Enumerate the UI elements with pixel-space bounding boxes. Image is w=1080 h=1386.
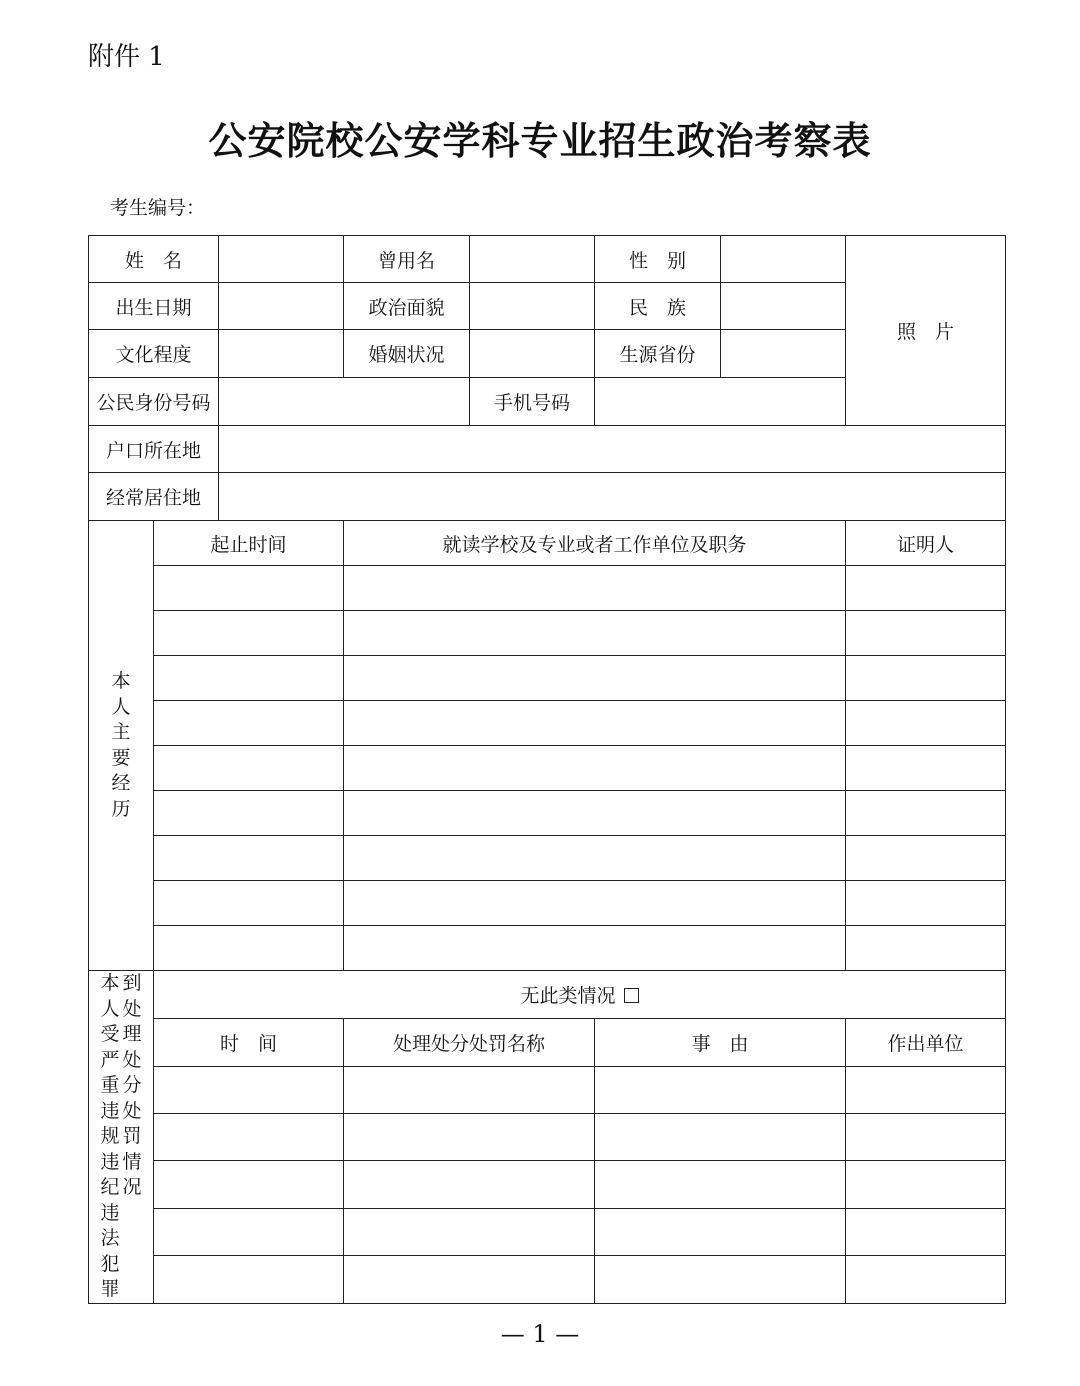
page-number: — 1 — — [500, 1320, 580, 1348]
no-such-case-row — [154, 971, 1006, 1019]
source-province-label: 生源省份 — [595, 330, 721, 378]
experience-witness-cell[interactable] — [846, 611, 1006, 656]
experience-side-label: 本人主要经历 — [89, 521, 154, 971]
experience-row — [89, 746, 1006, 791]
experience-row — [89, 836, 1006, 881]
discipline-time-cell[interactable] — [154, 1208, 344, 1255]
discipline-row — [89, 1256, 1006, 1303]
candidate-number-label: 考生编号： — [110, 197, 206, 219]
experience-period-cell[interactable] — [154, 836, 344, 881]
id-number-field[interactable] — [219, 378, 470, 426]
experience-school-cell[interactable] — [344, 656, 846, 701]
phone-label: 手机号码 — [470, 378, 595, 426]
experience-row — [89, 926, 1006, 971]
experience-school-cell[interactable] — [344, 836, 846, 881]
gender-field[interactable] — [721, 236, 846, 283]
name-field[interactable] — [219, 236, 344, 283]
source-province-field[interactable] — [721, 330, 846, 378]
experience-period-cell[interactable] — [154, 881, 344, 926]
experience-witness-cell[interactable] — [846, 881, 1006, 926]
experience-school-cell[interactable] — [344, 746, 846, 791]
birth-date-field[interactable] — [219, 283, 344, 330]
discipline-col-name: 处理处分处罚名称 — [344, 1019, 595, 1066]
political-review-form — [88, 235, 1006, 1304]
education-field[interactable] — [219, 330, 344, 378]
experience-row — [89, 881, 1006, 926]
discipline-reason-cell[interactable] — [595, 1208, 846, 1255]
photo-label: 照 片 — [897, 321, 955, 343]
gender-label: 性 别 — [595, 236, 721, 283]
political-status-label: 政治面貌 — [344, 283, 470, 330]
hukou-label: 户口所在地 — [89, 426, 219, 473]
discipline-col-reason: 事 由 — [595, 1019, 846, 1066]
experience-col-witness: 证明人 — [846, 521, 1006, 566]
discipline-reason-cell[interactable] — [595, 1066, 846, 1113]
experience-row — [89, 701, 1006, 746]
education-label: 文化程度 — [89, 330, 219, 378]
discipline-row — [89, 1208, 1006, 1255]
marital-status-field[interactable] — [470, 330, 595, 378]
experience-witness-cell[interactable] — [846, 701, 1006, 746]
form-title: 公安院校公安学科专业招生政治考察表 — [208, 118, 872, 163]
name-label: 姓 名 — [89, 236, 219, 283]
discipline-time-cell[interactable] — [154, 1161, 344, 1208]
discipline-time-cell[interactable] — [154, 1256, 344, 1303]
discipline-reason-cell[interactable] — [595, 1161, 846, 1208]
experience-period-cell[interactable] — [154, 701, 344, 746]
experience-school-cell[interactable] — [344, 791, 846, 836]
discipline-reason-cell[interactable] — [595, 1114, 846, 1161]
ethnicity-field[interactable] — [721, 283, 846, 330]
experience-period-cell[interactable] — [154, 791, 344, 836]
experience-school-cell[interactable] — [344, 566, 846, 611]
experience-witness-cell[interactable] — [846, 656, 1006, 701]
experience-row — [89, 566, 1006, 611]
experience-witness-cell[interactable] — [846, 836, 1006, 881]
discipline-col-time: 时 间 — [154, 1019, 344, 1066]
discipline-reason-cell[interactable] — [595, 1256, 846, 1303]
discipline-row — [89, 1161, 1006, 1208]
experience-period-cell[interactable] — [154, 926, 344, 971]
discipline-unit-cell[interactable] — [846, 1161, 1006, 1208]
discipline-unit-cell[interactable] — [846, 1256, 1006, 1303]
discipline-unit-cell[interactable] — [846, 1114, 1006, 1161]
attachment-label: 附件 1 — [88, 42, 165, 72]
experience-row — [89, 656, 1006, 701]
experience-school-cell[interactable] — [344, 611, 846, 656]
phone-field[interactable] — [595, 378, 846, 426]
discipline-unit-cell[interactable] — [846, 1208, 1006, 1255]
no-such-case-label: 无此类情况 — [520, 985, 616, 1008]
discipline-unit-cell[interactable] — [846, 1066, 1006, 1113]
discipline-col-unit: 作出单位 — [846, 1019, 1006, 1066]
experience-school-cell[interactable] — [344, 881, 846, 926]
discipline-row — [89, 1066, 1006, 1113]
experience-period-cell[interactable] — [154, 611, 344, 656]
discipline-name-cell[interactable] — [344, 1066, 595, 1113]
discipline-row — [89, 1114, 1006, 1161]
experience-col-period: 起止时间 — [154, 521, 344, 566]
id-number-label: 公民身份号码 — [89, 378, 219, 426]
discipline-name-cell[interactable] — [344, 1208, 595, 1255]
discipline-name-cell[interactable] — [344, 1114, 595, 1161]
experience-school-cell[interactable] — [344, 701, 846, 746]
experience-row — [89, 791, 1006, 836]
discipline-time-cell[interactable] — [154, 1114, 344, 1161]
no-such-case-checkbox[interactable] — [624, 988, 639, 1003]
discipline-side-label: 本人受严重违规违纪违法犯罪 到处理处分处罚情况 — [89, 971, 154, 1304]
residence-label: 经常居住地 — [89, 473, 219, 521]
discipline-name-cell[interactable] — [344, 1256, 595, 1303]
birth-date-label: 出生日期 — [89, 283, 219, 330]
ethnicity-label: 民 族 — [595, 283, 721, 330]
photo-box[interactable] — [846, 236, 1006, 426]
experience-witness-cell[interactable] — [846, 746, 1006, 791]
former-name-label: 曾用名 — [344, 236, 470, 283]
experience-school-cell[interactable] — [344, 926, 846, 971]
residence-field[interactable] — [219, 473, 1006, 521]
former-name-field[interactable] — [470, 236, 595, 283]
experience-witness-cell[interactable] — [846, 566, 1006, 611]
experience-col-school: 就读学校及专业或者工作单位及职务 — [344, 521, 846, 566]
experience-witness-cell[interactable] — [846, 926, 1006, 971]
political-status-field[interactable] — [470, 283, 595, 330]
experience-row — [89, 611, 1006, 656]
discipline-time-cell[interactable] — [154, 1066, 344, 1113]
hukou-field[interactable] — [219, 426, 1006, 473]
experience-period-cell[interactable] — [154, 566, 344, 611]
experience-witness-cell[interactable] — [846, 791, 1006, 836]
candidate-number — [110, 193, 325, 220]
discipline-name-cell[interactable] — [344, 1161, 595, 1208]
experience-period-cell[interactable] — [154, 656, 344, 701]
experience-period-cell[interactable] — [154, 746, 344, 791]
marital-status-label: 婚姻状况 — [344, 330, 470, 378]
